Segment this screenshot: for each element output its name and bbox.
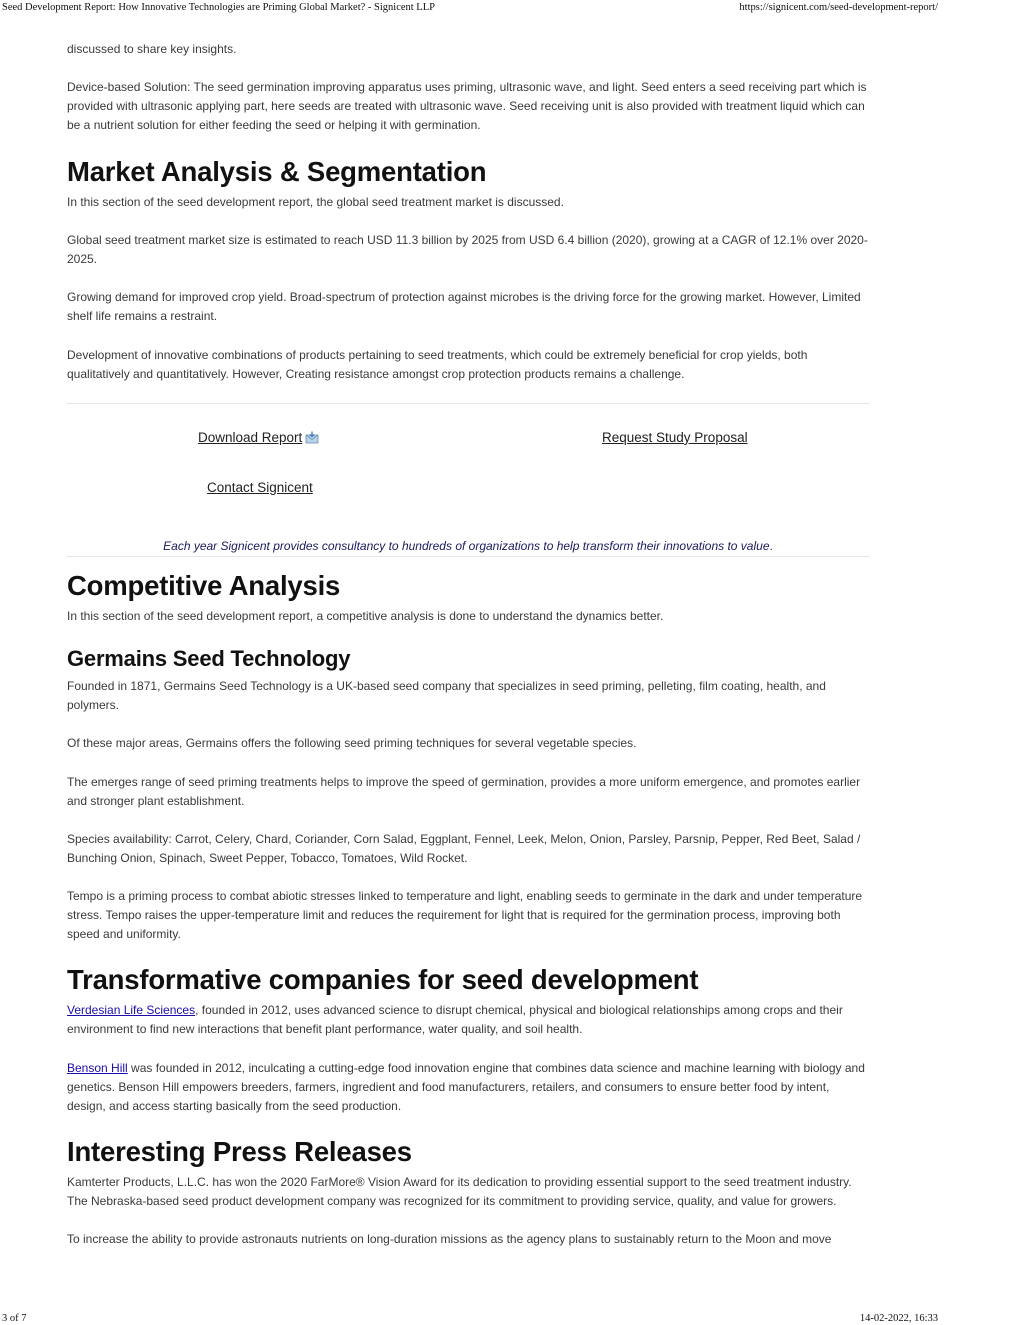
verdesian-link[interactable]: Verdesian Life Sciences [67, 1003, 196, 1018]
intro-paragraph-1: discussed to share key insights. [67, 42, 237, 56]
download-report-label: Download Report [198, 429, 303, 445]
print-header-title: Seed Development Report: How Innovative Technologies are Priming Global Market? - Signicent LLP [2, 2, 435, 13]
tagline-period: . [769, 538, 773, 553]
germains-paragraph-1: Founded in 1871, Germains Seed Technology is a UK-based seed company that specializes in seed priming, pelleting, film coating, health, and polymers. [67, 678, 826, 712]
germains-heading: Germains Seed Technology [67, 645, 351, 671]
press-paragraph-1: Kamterter Products, L.L.C. has won the 2020 FarMore® Vision Award for its dedication to providing essential support to the seed treatment industry. The Nebraska-based seed product development company was recognized for its commitment to providing service, quality, and value for growers. [67, 1174, 852, 1208]
press-paragraph-2: To increase the ability to provide astronauts nutrients on long-duration missions as the agency plans to sustainably return to the Moon and move [67, 1232, 832, 1247]
print-header-url: https://signicent.com/seed-development-report/ [739, 2, 938, 13]
benson-hill-link[interactable]: Benson Hill [67, 1060, 128, 1075]
transformative-heading: Transformative companies for seed development [67, 964, 699, 996]
benson-paragraph [67, 1059, 869, 1116]
intro-paragraph-2: Device-based Solution: The seed germination improving apparatus uses priming, ultrasonic wave, and light. Seed enters a seed receiving part which is provided with ultrasonic applying part, here seeds are treated with ultrasonic wave. Seed receiving unit is also provided with treatment liquid which can be a nutrient solution for either feeding the seed or helping it with germination. [67, 80, 867, 133]
article-content [67, 40, 869, 1269]
market-paragraph-2: Global seed treatment market size is estimated to reach USD 11.3 billion by 2025 from USD 6.4 billion (2020), growing at a CAGR of 12.1% over 2020-2025. [67, 233, 868, 266]
germains-paragraph-3: The emerges range of seed priming treatments helps to improve the speed of germination, provides a more uniform emergence, and promotes earlier and stronger plant establishment. [67, 774, 861, 808]
germains-paragraph-5: Tempo is a priming process to combat abiotic stresses linked to temperature and light, enabling seeds to germinate in the dark and under temperature stress. Tempo raises the upper-temperature limit and reduces the requirement for light that is required for the germination process, improving both speed and uniformity. [67, 889, 863, 942]
competitive-heading: Competitive Analysis [67, 569, 341, 601]
benson-text: was founded in 2012, inculcating a cutting-edge food innovation engine that combines data science and machine learning with biology and genetics. Benson Hill empowers breeders, farmers, ingredient and food manufacturers, retailers, and consumers to ensure better food by intent, design, and access starting basically from the seed production. [67, 1060, 865, 1113]
verdesian-text: , founded in 2012, uses advanced science to disrupt chemical, physical and biological relationships among crops and their environment to find new interactions that benefit plant performance, water quality, and soil health. [67, 1003, 843, 1037]
market-paragraph-3: Growing demand for improved crop yield. Broad-spectrum of protection against microbes is the driving force for the growing market. However, Limited shelf life remains a restraint. [67, 290, 861, 324]
print-datetime: 14-02-2022, 16:33 [859, 1313, 938, 1324]
tagline-text: Each year Signicent provides consultancy to hundreds of organizations to help transform their innovations to value [163, 538, 770, 553]
contact-signicent-link[interactable]: Contact Signicent [207, 479, 313, 495]
page-number: 3 of 7 [2, 1313, 27, 1324]
press-heading: Interesting Press Releases [67, 1135, 412, 1167]
cta-block [67, 404, 869, 556]
market-heading: Market Analysis & Segmentation [67, 155, 487, 187]
tagline [67, 539, 869, 553]
mail-icon [305, 431, 319, 447]
germains-paragraph-4: Species availability: Carrot, Celery, Chard, Coriander, Corn Salad, Eggplant, Fennel, Leek, Melon, Onion, Parsley, Parsnip, Pepper, Red Beet, Salad / Bunching Onion, Spinach, Sweet Pepper, Tobacco, Tomatoes, Wild Rocket. [67, 831, 861, 865]
divider-bottom [67, 556, 869, 557]
request-study-proposal-link[interactable]: Request Study Proposal [602, 429, 748, 445]
competitive-paragraph-1: In this section of the seed development report, a competitive analysis is done to understand the dynamics better. [67, 608, 664, 623]
verdesian-paragraph [67, 1001, 869, 1039]
download-report-link[interactable] [198, 430, 319, 447]
market-paragraph-1: In this section of the seed development report, the global seed treatment market is discussed. [67, 194, 564, 209]
market-paragraph-4: Development of innovative combinations of products pertaining to seed treatments, which could be extremely beneficial for crop yields, both qualitatively and quantitatively. However, Creating resistance amongst crop protection products remains a challenge. [67, 347, 808, 381]
germains-paragraph-2: Of these major areas, Germains offers the following seed priming techniques for several vegetable species. [67, 736, 637, 751]
